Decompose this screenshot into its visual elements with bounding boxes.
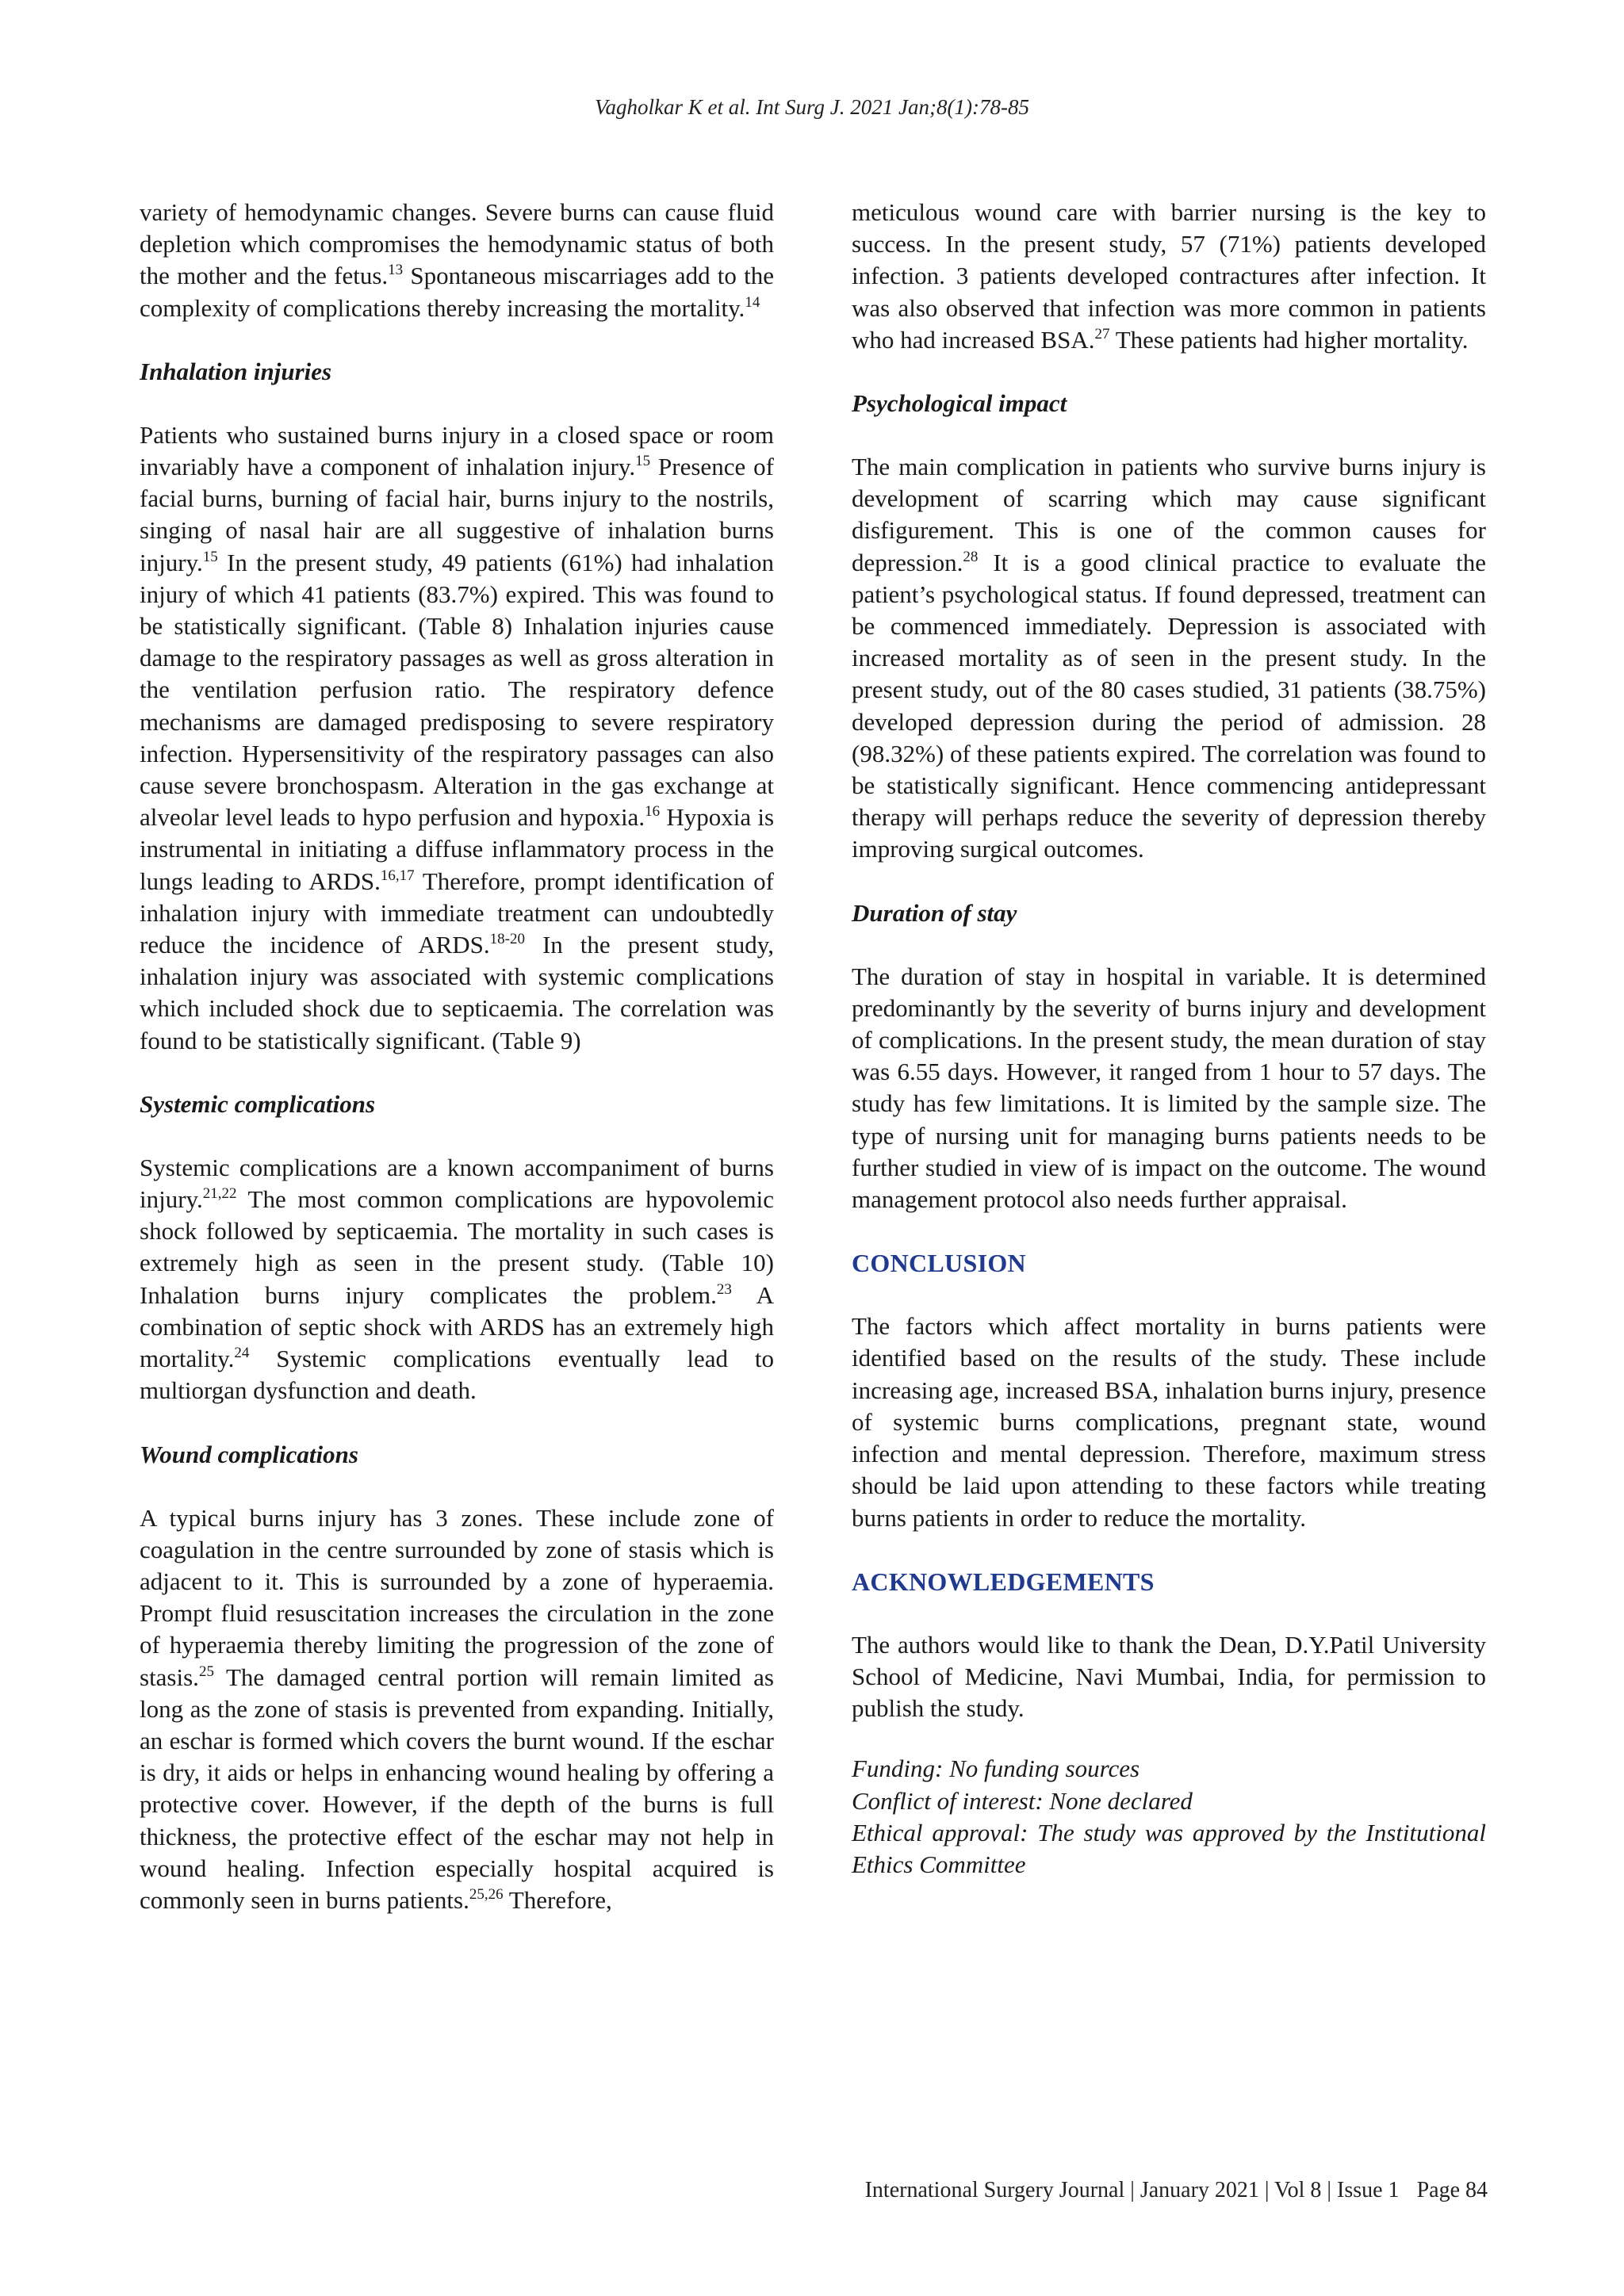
paragraph-wound-complications: A typical burns injury has 3 zones. These include zone of coagulation in the centre surrounded by zone of stasis which is adjacent to it. This is surrounded by a zone of hyperaemia. Prompt fluid resuscitation increases the circulation in the zone of hyperaemia thereby limiting the progression of the zone of stasis.$^{25}$ The damaged central portion will remain limited as long as the zone of stasis is prevented from expanding. Initially, an eschar is formed which covers the burnt wound. If the eschar is dry, it aids or helps in enhancing wound healing by offering a protective cover. However, if the depth of the burns is full thickness, the protective effect of the eschar may not help in wound healing. Infection especially hospital acquired is commonly seen in burns patients.$^{25,26}$ Therefore,	[140, 1503, 774, 1914]
heading-acknowledgements: ACKNOWLEDGEMENTS	[852, 1567, 1155, 1596]
paragraph-acknowledgements: The authors would like to thank the Dean, D.Y.Patil University School of Medicine, Navi Mumbai, India, for permission to publish the study.	[852, 1630, 1486, 1723]
paragraph-wound-continued: meticulous wound care with barrier nursing is the key to success. In the present study, 57 (71%) patients developed infection. 3 patients developed contractures after infection. It was also observed that infection was more common in patients who had increased BSA.$^{27}$ These patients had higher mortality.	[852, 198, 1486, 354]
conflict-statement: Conflict of interest: None declared	[852, 1786, 1193, 1815]
heading-psychological-impact: Psychological impact	[852, 389, 1067, 418]
right-column	[852, 197, 1486, 1881]
ethics-statement: Ethical approval: The study was approved by the Institutional Ethics Committee	[852, 1818, 1486, 1878]
page-footer	[865, 2177, 1488, 2204]
funding-statement: Funding: No funding sources	[852, 1755, 1140, 1783]
paragraph-systemic-complications: Systemic complications are a known accompaniment of burns injury.$^{21,22}$ The most common complications are hypovolemic shock followed by septicaemia. The mortality in such cases is extremely high as seen in the present study. (Table 10) Inhalation burns injury complicates the problem.$^{23}$ A combination of septic shock with ARDS has an extremely high mortality.$^{24}$ Systemic complications eventually lead to multiorgan dysfunction and death.	[140, 1153, 774, 1405]
heading-inhalation-injuries: Inhalation injuries	[140, 357, 332, 385]
heading-duration-of-stay: Duration of stay	[852, 898, 1017, 927]
paragraph-inhalation-injuries: Patients who sustained burns injury in a closed space or room invariably have a component of inhalation injury.$^{15}$ Presence of facial burns, burning of facial hair, burns injury to the nostrils, singing of nasal hair are all suggestive of inhalation burns injury.$^{15}$ In the present study, 49 patients (61%) had inhalation injury of which 41 patients (83.7%) expired. This was found to be statistically significant. (Table 8) Inhalation injuries cause damage to the respiratory passages as well as gross alteration in the ventilation perfusion ratio. The respiratory defence mechanisms are damaged predisposing to severe respiratory infection. Hypersensitivity of the respiratory passages can also cause severe bronchospasm. Alteration in the gas exchange at alveolar level leads to hypo perfusion and hypoxia.$^{16}$ Hypoxia is instrumental in initiating a diffuse inflammatory process in the lungs leading to ARDS.$^{16,17}$ Therefore, prompt identification of inhalation injury with immediate treatment can undoubtedly reduce the incidence of ARDS.$^{18-20}$ In the present study, inhalation injury was associated with systemic complications which included shock due to septicaemia. The correlation was found to be statistically significant. (Table 9)	[140, 420, 775, 1054]
page-number: Page 84	[1416, 2178, 1488, 2202]
paragraph-pregnancy-burns: variety of hemodynamic changes. Severe burns can cause fluid depletion which compromises the hemodynamic status of both the mother and the fetus.$^{13}$ Spontaneous miscarriages add to the complexity of complications thereby increasing the mortality.$^{14}$	[140, 198, 774, 322]
footer-journal-info: International Surgery Journal | January 2021 | Vol 8 | Issue 1	[864, 2178, 1400, 2202]
running-head: Vagholkar K et al. Int Surg J. 2021 Jan;8(1):78-85	[595, 95, 1029, 119]
paragraph-conclusion: The factors which affect mortality in burns patients were identified based on the results of the study. These include increasing age, increased BSA, inhalation burns injury, presence of systemic burns complications, pregnant state, wound infection and mental depression. Therefore, maximum stress should be laid upon attending to these factors while treating burns patients in order to reduce the mortality.	[852, 1312, 1486, 1532]
left-column	[140, 197, 774, 1916]
paragraph-psychological-impact: The main complication in patients who survive burns injury is development of scarring which may cause significant disfigurement. This is one of the common causes for depression.$^{28}$ It is a good clinical practice to evaluate the patient’s psychological status. If found depressed, treatment can be commenced immediately. Depression is associated with increased mortality as of seen in the present study. In the present study, out of the 80 cases studied, 31 patients (38.75%) developed depression during the period of admission. 28 (98.32%) of these patients expired. The correlation was found to be statistically significant. Hence commencing antidepressant therapy will perhaps reduce the severity of depression thereby improving surgical outcomes.	[852, 453, 1486, 863]
heading-wound-complications: Wound complications	[140, 1440, 358, 1468]
heading-conclusion: CONCLUSION	[852, 1249, 1026, 1278]
paragraph-duration-of-stay: The duration of stay in hospital in variable. It is determined predominantly by the severity of burns injury and development of complications. In the present study, the mean duration of stay was 6.55 days. However, it ranged from 1 hour to 57 days. The study has few limitations. It is limited by the sample size. The type of nursing unit for managing burns patients needs to be further studied in view of is impact on the outcome. The wound management protocol also needs further appraisal.	[852, 962, 1486, 1214]
heading-systemic-complications: Systemic complications	[140, 1089, 376, 1118]
